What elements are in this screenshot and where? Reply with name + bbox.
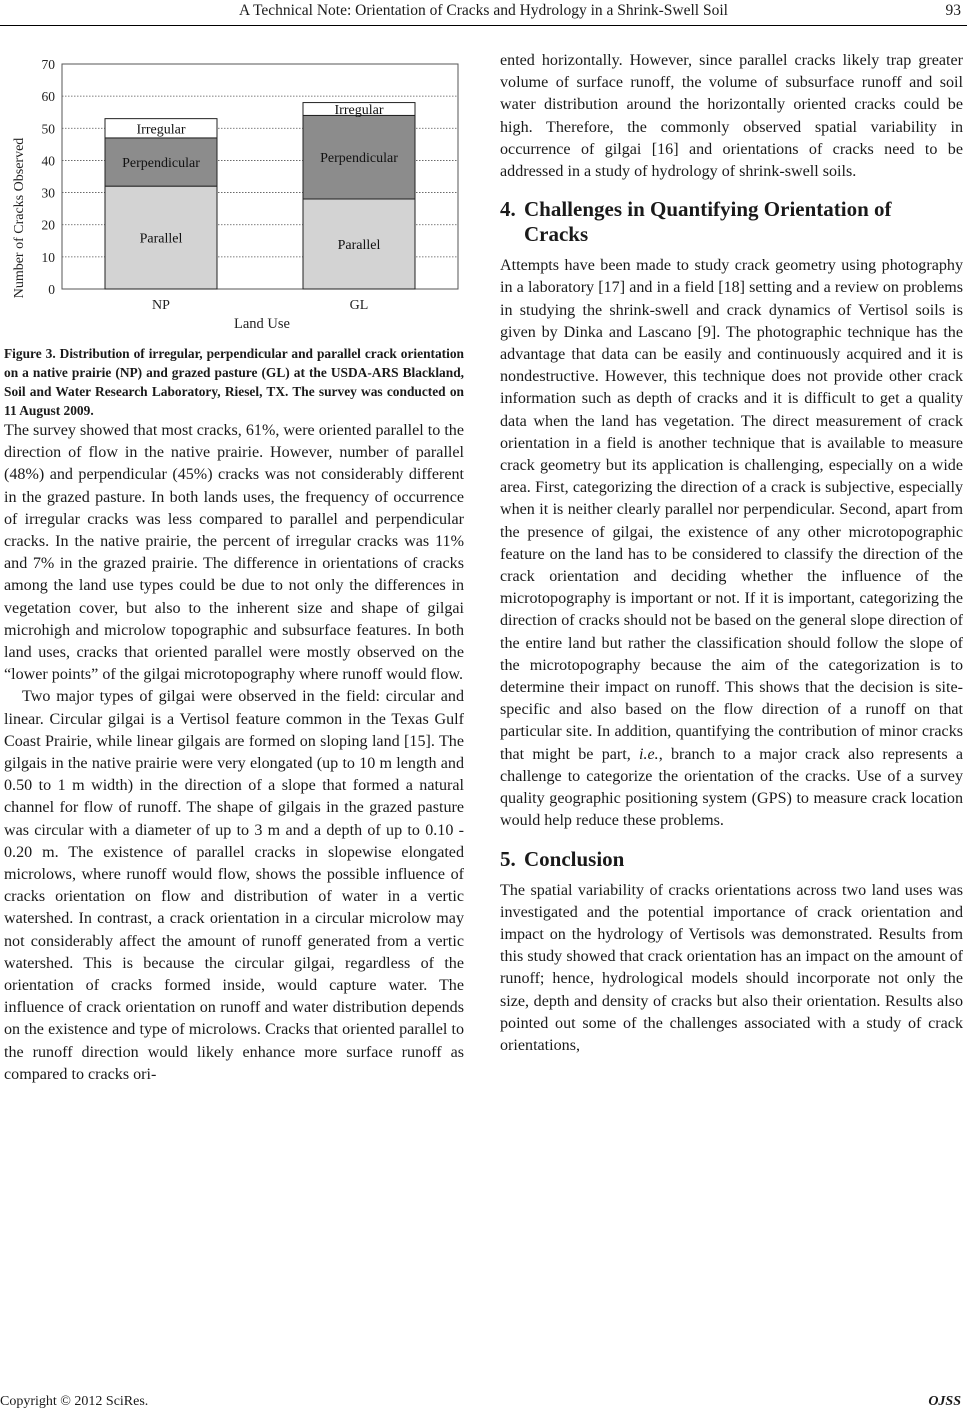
right-column: [500, 50, 963, 1057]
y-tick-label: 40: [41, 153, 55, 169]
x-tick-label: GL: [349, 298, 369, 313]
section-4-title-line1: Challenges in Quantifying Orientation of: [524, 197, 892, 222]
left-column: [4, 44, 464, 1086]
page-number: 93: [945, 2, 961, 19]
y-tick-label: 50: [41, 121, 55, 137]
figure-caption: Figure 3. Distribution of irregular, perpendicular and parallel crack orientation on a native prairie (NP) and grazed pasture (GL) at the USDA-ARS Blackland, Soil and Water Research Laboratory, Riesel, TX. The survey was conducted on 11 August 2009.: [4, 346, 464, 418]
copyright-notice: Copyright © 2012 SciRes.: [0, 1394, 149, 1409]
y-tick-label: 20: [41, 217, 55, 233]
challenges-text-ie: i.e.: [639, 745, 659, 763]
bar-label: Irregular: [136, 122, 186, 138]
challenges-text-a: Attempts have been made to study crack geometry using photography in a laboratory [17] and in a field [18] setting and a review on problems in studying the shrink-swell and crack dynamics of Vertisol soils is given by Dinka and Lascano [9]. The photographic technique has the advantage that data can be easily and continuously acquired and it is nondestructive. However, this technique does not provide other crack information such as depth of cracks and it is difficult to get a quality data when the land has vegetation. The direct measurement of crack orientation in a field is another technique that is available to measure crack geometry but its application is challenging, especially on a wide area. First, categorizing the direction of a crack is subjective, especially when it is neither clearly parallel nor perpendicular. Second, apart from the presence of gilgai, the existence of any other microtopographic feature on the land has to be considered to classify the direction of the crack orientation and deciding whether the influence of the microtopography is important or not. If it is important, categorizing the direction of cracks should not be based on the general slope direction of the entire land but rather the classification should follow the slope of the microtopography because the aim of the categorization is to determine their impact on runoff. This shows that the decision is site-specific and also based on the flow direction of a runoff on that particular site. In addition, quantifying the contribution of minor cracks that might be part,: [500, 257, 963, 763]
running-title: A Technical Note: Orientation of Cracks and Hydrology in a Shrink-Swell Soil: [239, 2, 728, 19]
section-5-number: 5.: [500, 846, 516, 871]
x-tick-label: NP: [152, 298, 170, 313]
paragraph-challenges: [500, 255, 963, 832]
stacked-bar-chart: [4, 44, 464, 334]
journal-abbreviation: OJSS: [928, 1394, 961, 1409]
paragraph-survey-results: The survey showed that most cracks, 61%, were oriented parallel to the direction of flow in the native prairie. However, number of parallel (48%) and perpendicular (45%) cracks was not considerably different in the grazed pasture. In both lands uses, the frequency of occurrence of irregular cracks was less compared to parallel and perpendicular cracks. In the native prairie, the percent of irregular cracks was 11% and 7% in the grazed prairie. The difference in orientations of cracks among the land use types could be due to not only the differences in vegetation cover, but also to the inherent size and shape of gilgai microhigh and microlow topographic and subsurface features. In both land uses, cracks that oriented parallel were mostly observed on the “lower points” of the gilgai microtopography where runoff would flow.: [4, 422, 464, 684]
paragraph-continued: ented horizontally. However, since parallel cracks likely trap greater volume of surface runoff, the volume of subsurface runoff and soil water distribution around the horizontally oriented cracks could be high. Therefore, the commonly observed spatial variability in occurrence of gilgai [16] and orientations of cracks need to be addressed in a study of hydrology of shrink-swell soils.: [500, 52, 963, 181]
section-4-title-line2: Cracks: [524, 222, 589, 247]
y-tick-label: 10: [41, 249, 55, 265]
running-head: [0, 0, 967, 22]
y-tick-label: 70: [41, 57, 55, 72]
challenges-text-b: , branch to a major crack also represents a challenge to categorize the orientation of the cracks. Use of a survey quality geographic positioning system (GPS) to measure crack location would help reduce these problems.: [500, 745, 964, 830]
section-4-heading: [500, 197, 963, 247]
x-axis-label: Land Use: [234, 316, 290, 332]
bar-label: Parallel: [337, 238, 381, 253]
header-rule: [0, 25, 967, 26]
paragraph-gilgai-types: Two major types of gilgai were observed in the field: circular and linear. Circular gilgai is a Vertisol feature common in the Texas Gulf Coast Prairie, while linear gilgais are formed on sloping land [15]. The gilgais in the native prairie were very elongated (up to 10 m length and 0.50 to 1 m width) in the direction of a slope that formed a natural channel for flow of runoff. The shape of gilgais in the grazed pasture was circular with a diameter of up to 3 m and a depth of up to 0.10 - 0.20 m. The existence of parallel cracks in slopewise elongated microlows, where runoff would flow, shows the possible influence of cracks orientation on flow and distribution of water in a vertic watershed. In contrast, a crack orientation in a circular microlow may not considerably affect the amount of runoff generated from a vertic watershed. This is because the circular gilgai, regardless of the orientation of cracks formed inside, would capture water. The influence of crack orientation on runoff and water distribution depends on the existence and type of microlows. Cracks that oriented parallel to the runoff direction would likely enhance more surface runoff as compared to cracks ori-: [4, 688, 464, 1083]
y-tick-label: 30: [41, 185, 55, 201]
y-tick-label: 0: [48, 282, 55, 297]
section-5-heading: [500, 847, 963, 872]
y-tick-label: 60: [41, 89, 55, 105]
paragraph-conclusion: The spatial variability of cracks orientations across two land uses was investigated and the potential importance of crack orientation and impact on the hydrology of Vertisols was demonstrated. Results from this study showed that crack orientation has an impact on the amount of runoff; hence, hydrological models should incorporate not only the size, depth and density of cracks but also their orientation. Results also pointed out some of the challenges associated with a study of crack orientations,: [500, 881, 963, 1054]
section-4-number: 4.: [500, 197, 516, 222]
bar-label: Perpendicular: [320, 151, 398, 167]
bar-label: Parallel: [139, 231, 183, 247]
bar-label: Irregular: [334, 103, 384, 118]
bar-label: Perpendicular: [122, 156, 200, 172]
section-5-title: Conclusion: [524, 846, 625, 871]
figure-3: [4, 44, 464, 334]
y-axis-label: Number of Cracks Observed: [12, 137, 27, 299]
